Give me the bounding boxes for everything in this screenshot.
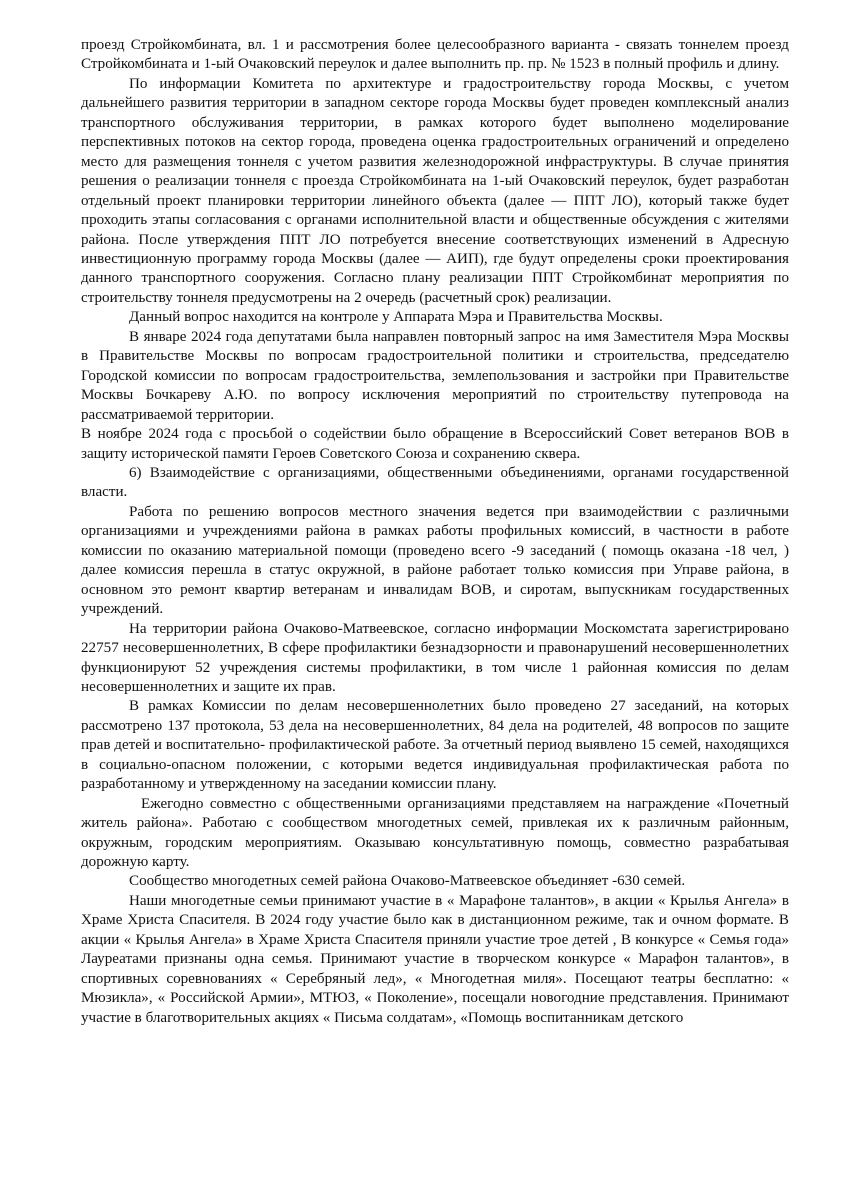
- paragraph-january-request: В январе 2024 года депутатами была направлен повторный запрос на имя Заместителя Мэра Москвы в Правительстве Москвы по вопросам градостроительной политики и строительства, председателю Городской комиссии по вопросам градостроительства, землепользования и застройки при Правительстве Москвы Бочкареву А.Ю. по вопросу исключения мероприятий по строительству путепровода на рассматриваемой территории.: [81, 328, 789, 423]
- paragraph-large-families-activities: Наши многодетные семьи принимают участие в « Марафоне талантов», в акции « Крылья Ангела» в Храме Христа Спасителя. В 2024 году участие было как в дистанционном режиме, так и очном формате. В акции « Крылья Ангела» в Храме Христа Спасителя приняли участие трое детей , В конкурсе « Семья года» Лауреатами признаны одна семья. Принимают участие в творческом конкурсе « Марафон талантов», в спортивных соревнованиях « Серебряный лед», « Многодетная миля». Посещают театры бесплатно: « Мюзикла», « Российской Армии», МТЮЗ, « Поколение», посещали новогодние представления. Принимают участие в благотворительных акциях « Письма солдатам», «Помощь воспитанникам детского: [81, 892, 789, 1026]
- paragraph-mayor-control: Данный вопрос находится на контроле у Аппарата Мэра и Правительства Москвы.: [129, 309, 663, 326]
- paragraph-large-families-count: Сообщество многодетных семей района Очаково-Матвеевское объединяет -630 семей.: [129, 873, 686, 890]
- document-page: [81, 36, 789, 1028]
- section-heading-interaction: 6) Взаимодействие с организациями, общественными объединениями, органами государственной власти.: [81, 464, 789, 501]
- paragraph-minors-commission: В рамках Комиссии по делам несовершеннолетних было проведено 27 заседаний, на которых рассмотрено 137 протокола, 53 дела на несовершеннолетних, 84 дела на родителей, 48 вопросов по защите прав детей и воспитательно- профилактической работе. За отчетный период выявлено 15 семей, находящихся в социально-опасном положении, с которыми ведется индивидуальная профилактическая работа по разработанному и утвержденному на заседании комиссии плану.: [81, 698, 789, 793]
- paragraph-honorary-resident: Ежегодно совместно с общественными организациями представляем на награждение «Почетный житель района». Работаю с сообществом многодетных семей, привлекая их к различным районным, окружным, городским мероприятиям. Оказываю консультативную помощь, совместно разрабатывая дорожную карту.: [81, 795, 789, 871]
- paragraph-local-issues: Работа по решению вопросов местного значения ведется при взаимодействии с различными организациями и учреждениями района в рамках работы профильных комиссий, в частности в работе комиссии по оказанию материальной помощи (проведено всего -9 заседаний ( помощь оказана -18 чел, ) далее комиссия перешла в статус окружной, в районе работает только комиссия при Управе района, в основном это ремонт квартир ветеранам и инвалидам ВОВ, и сиротам, выпускникам государственных учреждений.: [81, 503, 789, 618]
- paragraph-architecture-committee: По информации Комитета по архитектуре и градостроительству города Москвы, с учетом дальнейшего развития территории в западном секторе города Москвы будет проведен комплексный анализ транспортного обслуживания территории, в рамках которого будет выполнено моделирование перспективных потоков на сектор города, проведена оценка градостроительных ограничений и определено место для размещения тоннеля с учетом развития железнодорожной инфраструктуры. В случае принятия решения о реализации тоннеля с проезда Стройкомбината на 1-ый Очаковский переулок, будет разработан отдельный проект планировки территории линейного объекта (далее — ППТ ЛО), который также будет проходить этапы согласования с органами исполнительной власти и общественные обсуждения с жителями района. После утверждения ППТ ЛО потребуется внесение соответствующих изменений в Адресную инвестиционную программу города Москвы (далее — АИП), где будут определены сроки проектирования данного транспортного сооружения. Согласно плану реализации ППТ Стройкомбинат мероприятия по строительству тоннеля предусмотрены на 2 очередь (расчетный срок) реализации.: [81, 75, 789, 306]
- paragraph-november-appeal: В ноябре 2024 года с просьбой о содействии было обращение в Всероссийский Совет ветеранов ВОВ в защиту исторической памяти Героев Советского Союза и сохранению сквера.: [81, 426, 789, 462]
- paragraph-minors-statistics: На территории района Очаково-Матвеевское, согласно информации Москомстата зарегистрировано 22757 несовершеннолетних, В сфере профилактики безнадзорности и правонарушений несовершеннолетних функционируют 52 учреждения системы профилактики, в том числе 1 районная комиссия по делам несовершеннолетних и защите их прав.: [81, 620, 789, 695]
- paragraph-tunnel-intro: проезд Стройкомбината, вл. 1 и рассмотрения более целесообразного варианта - связать тоннелем проезд Стройкомбината и 1-ый Очаковский переулок и далее выполнить пр. пр. № 1523 в полный профиль и длину.: [81, 37, 789, 73]
